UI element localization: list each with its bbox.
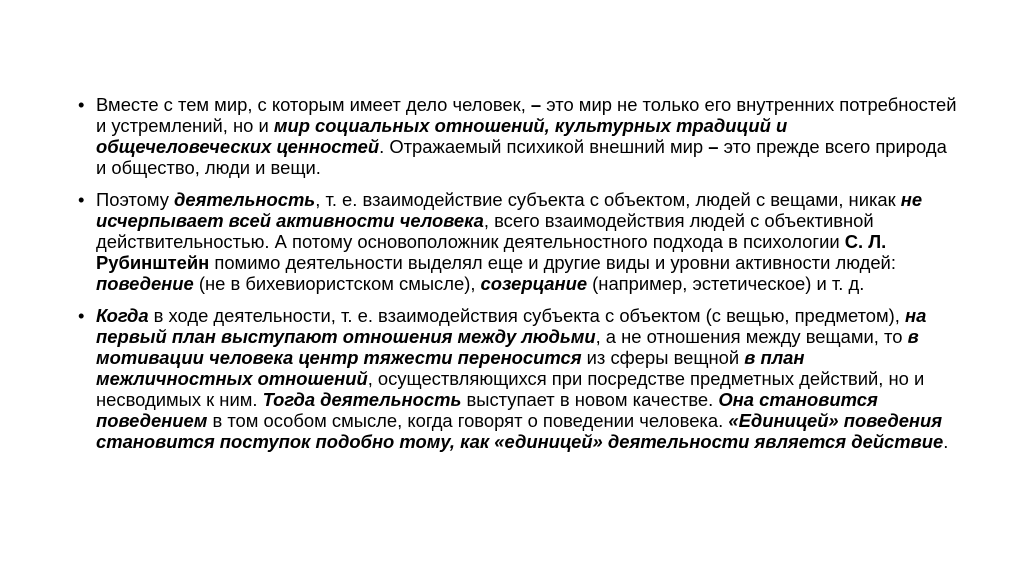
author-name: С. Л. Рубинштейн [96, 231, 887, 273]
emphasis-text: на первый план выступают отношения между людьми [96, 305, 927, 347]
bullet-list [78, 94, 958, 463]
bullet-item [78, 189, 958, 294]
text-run: (не в бихевиористском смысле), [193, 273, 481, 294]
text-run: , т. е. взаимодействие субъекта с объектом, людей с вещами, никак [315, 189, 901, 210]
emphasis-text: «Единицей» поведения становится поступок подобно тому, как «единицей» деятельности является действие [96, 410, 944, 452]
text-run: , всего взаимодействия людей с объективной действительностью. А потому основоположник деятельностного подхода в психологии [96, 210, 874, 252]
text-run: это прежде всего природа и общество, люди и вещи. [96, 136, 947, 178]
bullet-text [96, 189, 922, 294]
text-run: помимо деятельности выделял еще и другие виды и уровни активности людей: [209, 252, 896, 273]
text-run: Вместе с тем мир, с которым имеет дело человек, [96, 94, 531, 115]
text-run: , а не отношения между вещами, то [595, 326, 908, 347]
text-run: в том особом смысле, когда говорят о поведении человека. [207, 410, 729, 431]
text-run: . [943, 431, 949, 452]
text-run: (например, эстетическое) и т. д. [587, 273, 865, 294]
text-run: Поэтому [96, 189, 175, 210]
emphasis-text: в мотивации человека центр тяжести переносится [96, 326, 919, 368]
emphasis-text: созерцание [480, 273, 588, 294]
emphasis-text: мир социальных отношений, культурных традиций и общечеловеческих ценностей [96, 115, 788, 157]
bullet-item [78, 94, 958, 178]
text-run: – [708, 136, 719, 157]
emphasis-text: поведение [96, 273, 194, 294]
text-run: выступает в новом качестве. [461, 389, 719, 410]
emphasis-text: деятельность [174, 189, 316, 210]
text-run: , осуществляющихся при посредстве предметных действий, но и несводимых к ним. [96, 368, 925, 410]
emphasis-text: в план межличностных отношений [96, 347, 805, 389]
emphasis-text: не исчерпывает всей активности человека [96, 189, 923, 231]
bullet-icon: • [78, 94, 85, 115]
bullet-text [96, 305, 948, 452]
bullet-text [96, 94, 957, 178]
bullet-item [78, 305, 958, 452]
bullet-icon: • [78, 189, 85, 210]
text-run: – [530, 94, 542, 115]
emphasis-text: Она становится поведением [96, 389, 878, 431]
text-run: . Отражаемый психикой внешний мир [379, 136, 709, 157]
bullet-icon: • [78, 305, 85, 326]
emphasis-text: Когда [96, 305, 149, 326]
text-run: из сферы вещной [581, 347, 745, 368]
text-run: в ходе деятельности, т. е. взаимодействия субъекта с объектом (с вещью, предметом), [148, 305, 906, 326]
text-run: это мир не только его внутренних потребностей и устремлений, но и [96, 94, 957, 136]
emphasis-text: Тогда деятельность [262, 389, 462, 410]
